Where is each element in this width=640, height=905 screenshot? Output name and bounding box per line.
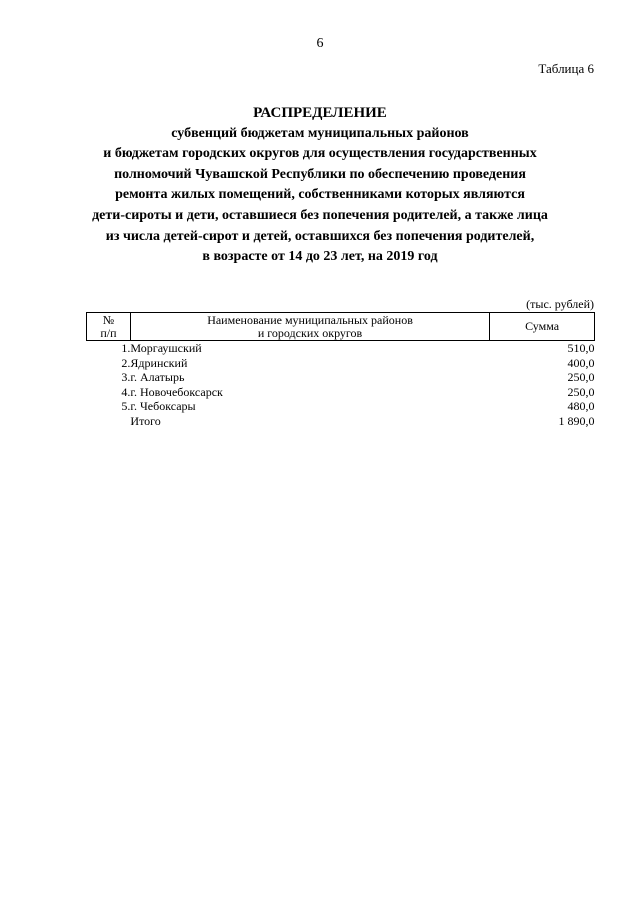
document-title	[60, 103, 580, 268]
row-name: г. Новочебоксарск	[130, 384, 223, 399]
header-number-line1: №	[102, 312, 115, 327]
total-label: Итого	[130, 413, 161, 428]
title-line: в возрасте от 14 до 23 лет, на 2019 год	[202, 249, 438, 265]
header-number	[87, 313, 131, 341]
row-name: Ядринский	[130, 355, 188, 370]
table-row	[87, 370, 595, 385]
row-number: 4.	[121, 384, 131, 399]
header-name-line1: Наименование муниципальных районов	[207, 312, 413, 327]
distribution-table	[86, 312, 595, 428]
total-sum: 1 890,0	[558, 413, 595, 428]
row-name: г. Чебоксары	[130, 399, 196, 413]
header-number-line2: п/п	[100, 325, 117, 340]
title-line: и бюджетам городских округов для осуществления государственных	[103, 146, 537, 162]
row-sum: 250,0	[567, 370, 595, 384]
row-number: 1.	[121, 341, 131, 355]
page-number: 6	[316, 36, 324, 51]
table-row	[87, 356, 595, 371]
title-line: дети-сироты и дети, оставшиеся без попечения родителей, а также лица	[92, 207, 548, 223]
row-number: 5.	[121, 399, 131, 413]
row-sum: 510,0	[567, 341, 595, 355]
title-line: ремонта жилых помещений, собственниками которых являются	[115, 187, 525, 203]
header-sum: Сумма	[490, 313, 595, 341]
row-number: 2.	[121, 355, 131, 370]
row-sum: 400,0	[567, 355, 595, 370]
title-line: субвенций бюджетам муниципальных районов	[171, 125, 469, 141]
row-sum: 250,0	[567, 384, 595, 399]
row-sum: 480,0	[567, 399, 595, 413]
table-row	[87, 341, 595, 356]
total-row	[87, 414, 595, 429]
total-number-cell	[87, 414, 131, 429]
row-number: 3.	[121, 370, 131, 384]
table-header-row	[87, 313, 595, 341]
table-label: Таблица 6	[538, 61, 594, 76]
row-name: г. Алатырь	[130, 370, 185, 384]
title-line: из числа детей-сирот и детей, оставшихся без попечения родителей,	[105, 228, 535, 244]
header-name	[130, 313, 489, 341]
table-row	[87, 385, 595, 400]
title-heading: РАСПРЕДЕЛЕНИЕ	[253, 105, 387, 121]
header-name-line2: и городских округов	[257, 325, 363, 340]
row-name: Моргаушский	[130, 341, 202, 355]
title-line: полномочий Чувашской Республики по обеспечению проведения	[114, 166, 526, 182]
table-row	[87, 399, 595, 414]
units-label: (тыс. рублей)	[526, 297, 594, 311]
